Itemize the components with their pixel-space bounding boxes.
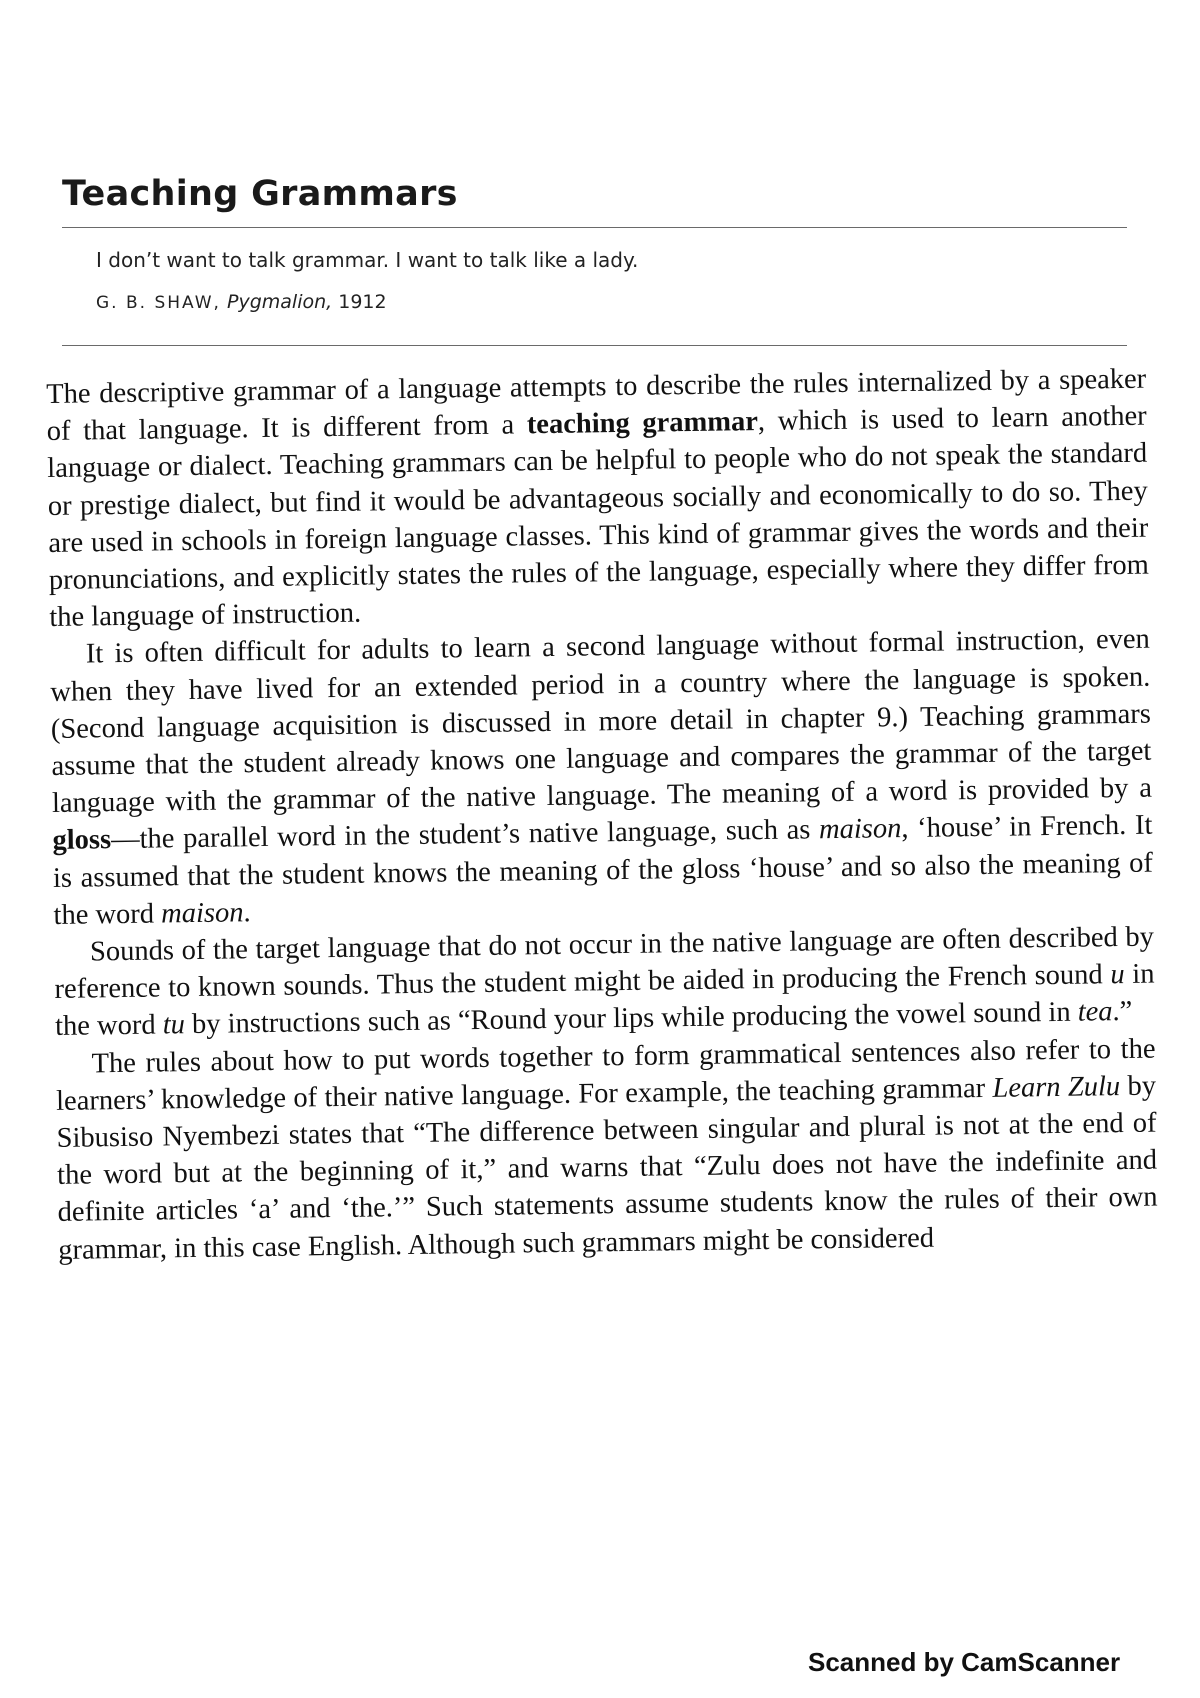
epigraph-work: Pygmalion, xyxy=(227,291,333,313)
paragraph-4-text-a: The rules about how to put words together to form grammatical sentences also refer to the learners’ knowledge of their native language. For example, the teaching grammar xyxy=(55,1033,1156,1117)
paragraph-2-text-c: , ‘house’ in French. It is assumed that the student knows the meaning of the gloss ‘house’ and so also the meaning of the word xyxy=(52,810,1154,931)
paragraph-3 xyxy=(54,919,1155,1046)
body-text xyxy=(46,361,1158,1269)
paragraph-1-text-b: , which is used to learn another language or dialect. Teaching grammars can be helpful to people who do not speak the standard or prestige dialect, but find it would be advantageous socially and economically to do so. They are used in schools in foreign language classes. This kind of grammar gives the words and their pronunciations, and explicitly states the rules of the language, especially where they differ from the language of instruction. xyxy=(47,400,1149,634)
paragraph-2 xyxy=(50,621,1154,934)
paragraph-3-text-b: in the word xyxy=(54,958,1155,1043)
term-teaching-grammar: teaching grammar xyxy=(526,406,759,441)
paragraph-3-text-a: Sounds of the target language that do not occur in the native language are often described by reference to known sounds. Thus the student might be aided in producing the French sound xyxy=(54,921,1155,1006)
word-tea: tea xyxy=(1077,996,1113,1029)
paragraph-4-text-b: by Sibusiso Nyembezi states that “The difference between singular and plural is not at the end of the word but at the beginning of it,” and warns that “Zulu does not have the indefinite and definite articles ‘a’ and ‘the.’” Such statements assume students know the rules of their own grammar, in this case English. Although such grammars might be considered xyxy=(56,1070,1158,1266)
word-maison-2: maison xyxy=(160,897,244,930)
word-maison-1: maison xyxy=(818,813,902,846)
paragraph-2-text-a: It is often difficult for adults to learn a second language without formal instruction, even when they have lived for an extended period in a country where the language is spoken. (Second language acquisition is discussed in more detail in chapter 9.) Teaching grammars assume that the student already knows one language and compares the grammar of the target language with the grammar of the native language. The meaning of a word is provided by a xyxy=(50,624,1153,820)
book-title-learn-zulu: Learn Zulu xyxy=(992,1070,1121,1104)
epigraph-attribution xyxy=(96,291,387,313)
section-heading: Teaching Grammars xyxy=(62,174,458,214)
epigraph-divider xyxy=(62,345,1127,346)
paragraph-1-text-a: The descriptive grammar of a language attempts to describe the rules internalized by a speaker of that language. It is different from a xyxy=(46,363,1147,448)
heading-divider xyxy=(62,227,1127,228)
epigraph-quote: I don’t want to talk grammar. I want to talk like a lady. xyxy=(96,248,639,272)
sound-u: u xyxy=(1110,959,1125,991)
paragraph-2-text-d: . xyxy=(243,897,251,929)
scanner-watermark: Scanned by CamScanner xyxy=(808,1647,1121,1677)
paragraph-2-text-b: —the parallel word in the student’s native language, such as xyxy=(110,814,820,856)
paragraph-3-text-c: by instructions such as “Round your lips while producing the vowel sound in xyxy=(184,997,1078,1041)
paragraph-4 xyxy=(55,1030,1158,1269)
term-gloss: gloss xyxy=(52,824,112,857)
word-tu: tu xyxy=(162,1009,186,1041)
paragraph-1 xyxy=(46,361,1150,637)
epigraph-author: G. B. SHAW, xyxy=(96,293,221,313)
epigraph-year: 1912 xyxy=(338,291,387,313)
paragraph-3-text-d: .” xyxy=(1112,996,1133,1028)
